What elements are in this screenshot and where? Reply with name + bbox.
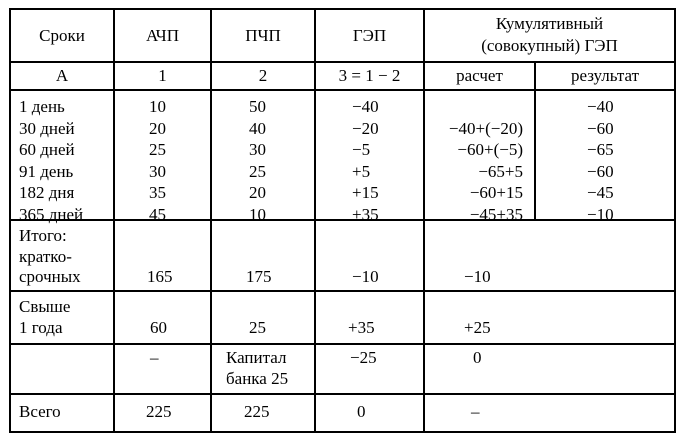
short-total-label-2: кратко- <box>19 247 72 266</box>
gep-cell: −20 <box>352 118 379 138</box>
pchp-cell: 20 <box>249 183 266 202</box>
table-border-top <box>9 8 676 10</box>
row-divider <box>9 61 676 63</box>
pchp-column <box>249 96 266 225</box>
subheader-c1: 1 <box>158 66 167 85</box>
subheader-a: А <box>55 66 69 85</box>
row-divider <box>9 343 676 345</box>
table-border-right <box>674 8 676 433</box>
short-total-pchp: 175 <box>246 267 272 286</box>
pchp-cell: 30 <box>249 140 266 159</box>
terms-column <box>19 96 83 225</box>
subheader-c2: 2 <box>258 66 268 85</box>
over-year-cum: +25 <box>464 318 491 337</box>
result-column <box>587 96 614 225</box>
achp-cell: 35 <box>149 183 166 202</box>
over-year-gep: +35 <box>348 318 375 337</box>
total-label: Всего <box>19 402 61 421</box>
total-achp: 225 <box>146 402 172 421</box>
calc-cell: −60+15 <box>469 183 523 202</box>
result-cell: −45 <box>587 183 614 202</box>
term-cell: 60 дней <box>19 140 75 159</box>
capital-cum: 0 <box>473 348 482 367</box>
header-cum-line2: (совокупный) ГЭП <box>481 36 618 55</box>
capital-achp: – <box>150 348 159 367</box>
achp-cell: 30 <box>149 161 166 181</box>
header-gep: ГЭП <box>352 26 387 45</box>
over-year-label-2: 1 года <box>19 318 63 337</box>
capital-pchp-line2: банка 25 <box>226 369 289 388</box>
result-cell: −65 <box>587 140 614 159</box>
pchp-cell: 40 <box>249 118 266 138</box>
capital-pchp-line1: Капитал <box>226 348 287 367</box>
achp-column <box>149 96 166 225</box>
gep-cell: −5 <box>352 140 371 159</box>
achp-cell: 25 <box>149 140 166 159</box>
over-year-achp: 60 <box>150 318 167 337</box>
row-divider <box>9 219 676 221</box>
subheader-c3: 3 = 1 − 2 <box>338 66 401 85</box>
gep-cell: +5 <box>352 161 371 181</box>
over-year-pchp: 25 <box>249 318 266 337</box>
result-cell: −60 <box>587 118 614 138</box>
over-year-label-1: Свыше <box>19 297 71 316</box>
gep-column <box>352 96 379 225</box>
table-border-bottom <box>9 431 676 433</box>
row-divider <box>9 89 676 91</box>
gep-cell: −40 <box>352 97 379 116</box>
capital-gep: −25 <box>350 348 377 367</box>
result-cell: −10 <box>587 204 614 224</box>
term-cell: 91 день <box>19 161 74 181</box>
header-achp: АЧП <box>145 26 180 45</box>
subheader-calc: расчет <box>456 66 503 85</box>
short-total-achp: 165 <box>147 267 173 286</box>
achp-cell: 20 <box>149 118 166 138</box>
gep-cell: +35 <box>352 204 379 224</box>
calc-column <box>425 96 523 225</box>
total-cum: – <box>471 402 480 421</box>
term-cell: 365 дней <box>19 204 84 224</box>
header-pchp: ПЧП <box>245 26 281 45</box>
calc-cell: −65+5 <box>478 161 523 181</box>
short-total-cum: −10 <box>464 267 491 286</box>
achp-cell: 10 <box>149 97 166 116</box>
row-divider <box>9 393 676 395</box>
total-pchp: 225 <box>244 402 270 421</box>
pchp-cell: 50 <box>249 97 266 116</box>
achp-cell: 45 <box>149 204 166 224</box>
subheader-result: результат <box>570 66 640 85</box>
term-cell: 30 дней <box>19 118 75 138</box>
row-divider <box>9 290 676 292</box>
calc-cell: −45+35 <box>469 204 523 224</box>
short-total-gep: −10 <box>352 267 379 286</box>
total-gep: 0 <box>357 402 366 421</box>
short-total-label-1: Итого: <box>19 226 67 245</box>
calc-cell <box>425 96 523 118</box>
pchp-cell: 25 <box>249 161 266 181</box>
term-cell: 1 день <box>19 97 65 116</box>
header-srok: Сроки <box>39 26 85 45</box>
short-total-label-3: срочных <box>19 267 81 286</box>
calc-cell: −40+(−20) <box>448 118 523 138</box>
result-cell: −40 <box>587 97 614 116</box>
term-cell: 182 дня <box>19 183 75 202</box>
header-cum-line1: Кумулятивный <box>495 14 604 33</box>
result-cell: −60 <box>587 161 614 181</box>
pchp-cell: 10 <box>249 204 266 224</box>
gep-cell: +15 <box>352 183 379 202</box>
calc-cell: −60+(−5) <box>457 140 523 159</box>
